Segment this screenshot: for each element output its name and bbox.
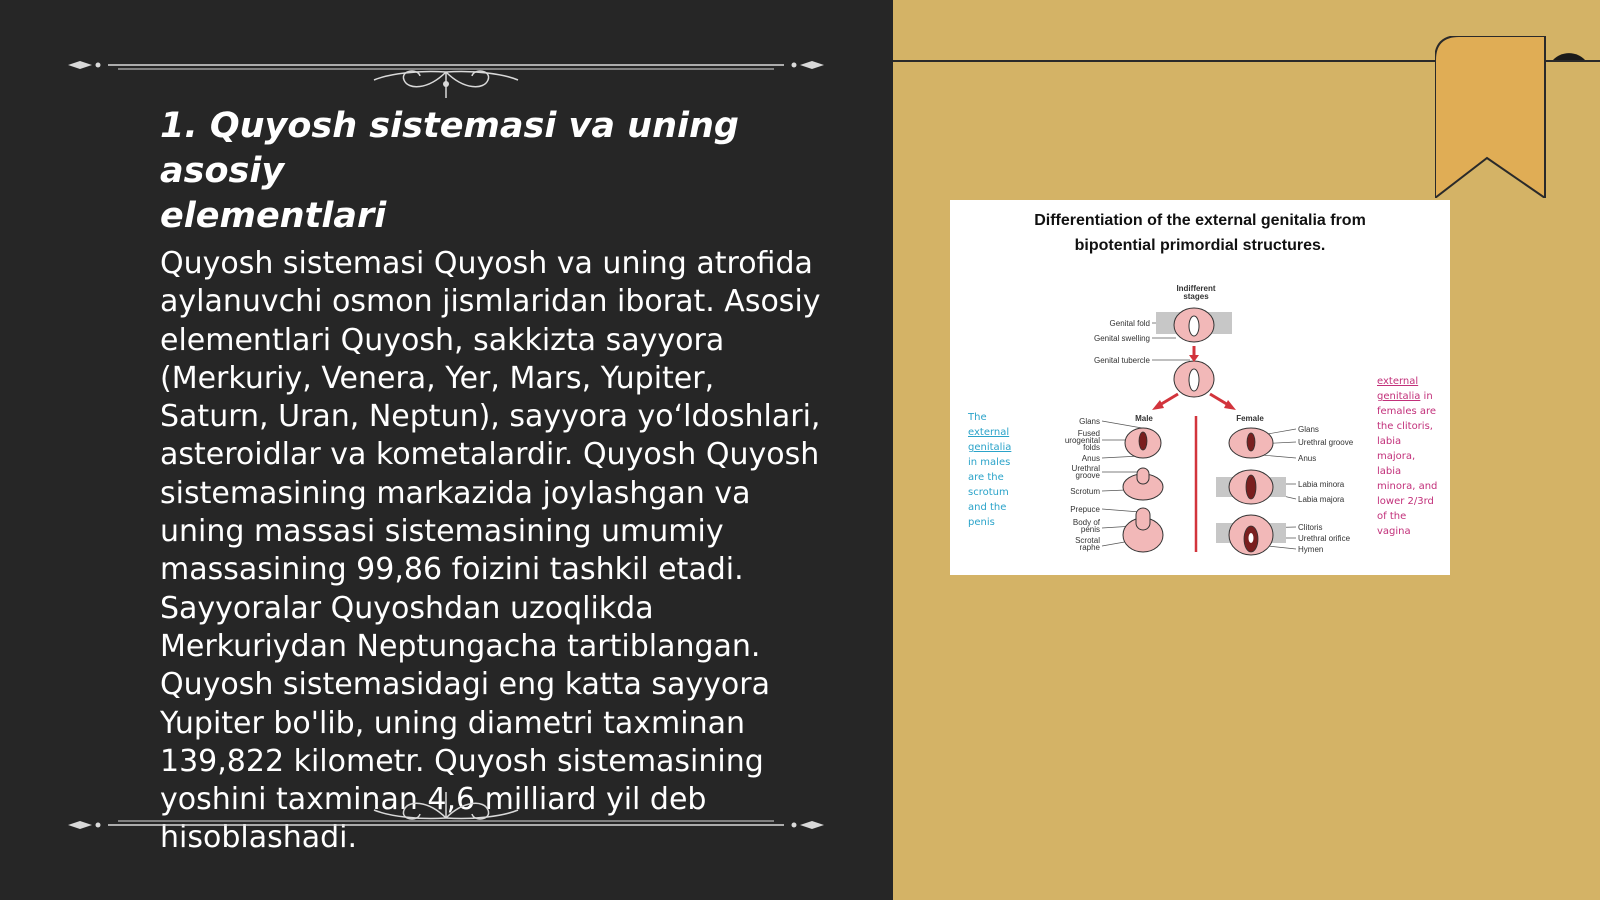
slide-title-line2: elementlari	[160, 196, 387, 236]
slide-title-line1: 1. Quyosh sistemasi va uning asosiy	[160, 106, 739, 191]
figure-title-line2: bipotential primordial structures.	[1074, 237, 1326, 254]
female-note-link[interactable]: external genitalia	[1377, 376, 1421, 402]
label-stages: stages	[1183, 292, 1209, 301]
label-female: Female	[1236, 414, 1264, 423]
diagram-figure	[950, 200, 1450, 575]
label-raphe: raphe	[1079, 543, 1100, 552]
label-genital-fold: Genital fold	[1109, 319, 1150, 328]
label-fused: Fused	[1077, 429, 1100, 438]
label-glans-female: Glans	[1298, 425, 1319, 434]
label-urethral-groove-female: Urethral groove	[1298, 438, 1354, 447]
label-clitoris: Clitoris	[1298, 523, 1323, 532]
figure-title-line1: Differentiation of the external genitalia from	[1034, 212, 1366, 229]
female-note-text: in females are the clitoris, labia majora, labia minora, and lower 2/3rd of the vagina	[1377, 391, 1438, 537]
top-ornament	[68, 40, 824, 100]
label-folds: folds	[1083, 443, 1100, 452]
bottom-ornament	[68, 776, 824, 836]
figure-title	[950, 208, 1450, 258]
label-penis: penis	[1080, 525, 1100, 534]
label-indifferent: Indifferent	[1176, 284, 1216, 293]
label-urogenital: urogenital	[1064, 436, 1100, 445]
label-labia-minora: Labia minora	[1298, 480, 1345, 489]
label-anus-male: Anus	[1081, 454, 1100, 463]
label-genital-swelling: Genital swelling	[1093, 334, 1150, 343]
label-anus-female: Anus	[1298, 454, 1317, 463]
label-scrotum: Scrotum	[1070, 487, 1100, 496]
label-glans-male: Glans	[1079, 417, 1100, 426]
male-note-prefix: The	[968, 412, 987, 423]
bookmark-ribbon-icon	[1435, 36, 1585, 198]
label-labia-majora: Labia majora	[1298, 495, 1345, 504]
label-genital-tubercle: Genital tubercle	[1093, 356, 1150, 365]
slide-body-text: Quyosh sistemasi Quyosh va uning atrofida aylanuvchi osmon jismlaridan iborat. Asosiy elementlari Quyosh, sakkizta sayyora (Merkuriy, Venera, Yer, Mars, Yupiter, Saturn, Uran, Neptun), sayyora yo‘ldoshlari, asteroidlar va kometalardir. Quyosh Quyosh sistemasining markazida joylashgan va uning massasi sistemasining umumiy massasining 99,86 foizini tashkil etadi. Sayyoralar Quyoshdan uzoqlikda Merkuriydan Neptungacha tartiblangan. Quyosh sistemasidagi eng katta sayyora Yupiter bo'lib, uning diametri taxminan 139,822 kilometr. Quyosh sistemasining yoshini taxminan 4,6 milliard yil deb hisoblashadi.	[160, 246, 821, 856]
label-urethral: Urethral	[1071, 464, 1100, 473]
female-note	[1377, 374, 1439, 539]
slide-title	[160, 104, 840, 239]
label-body-of: Body of	[1072, 518, 1100, 527]
label-urethral-orifice: Urethral orifice	[1298, 534, 1351, 543]
male-note-link[interactable]: external genitalia	[968, 427, 1012, 453]
label-prepuce: Prepuce	[1070, 505, 1100, 514]
label-groove: groove	[1075, 471, 1100, 480]
label-scrotal: Scrotal	[1075, 536, 1100, 545]
male-note	[968, 410, 1020, 530]
male-note-text: in males are the scrotum and the penis	[968, 457, 1011, 528]
label-hymen: Hymen	[1298, 545, 1324, 554]
label-male: Male	[1135, 414, 1153, 423]
